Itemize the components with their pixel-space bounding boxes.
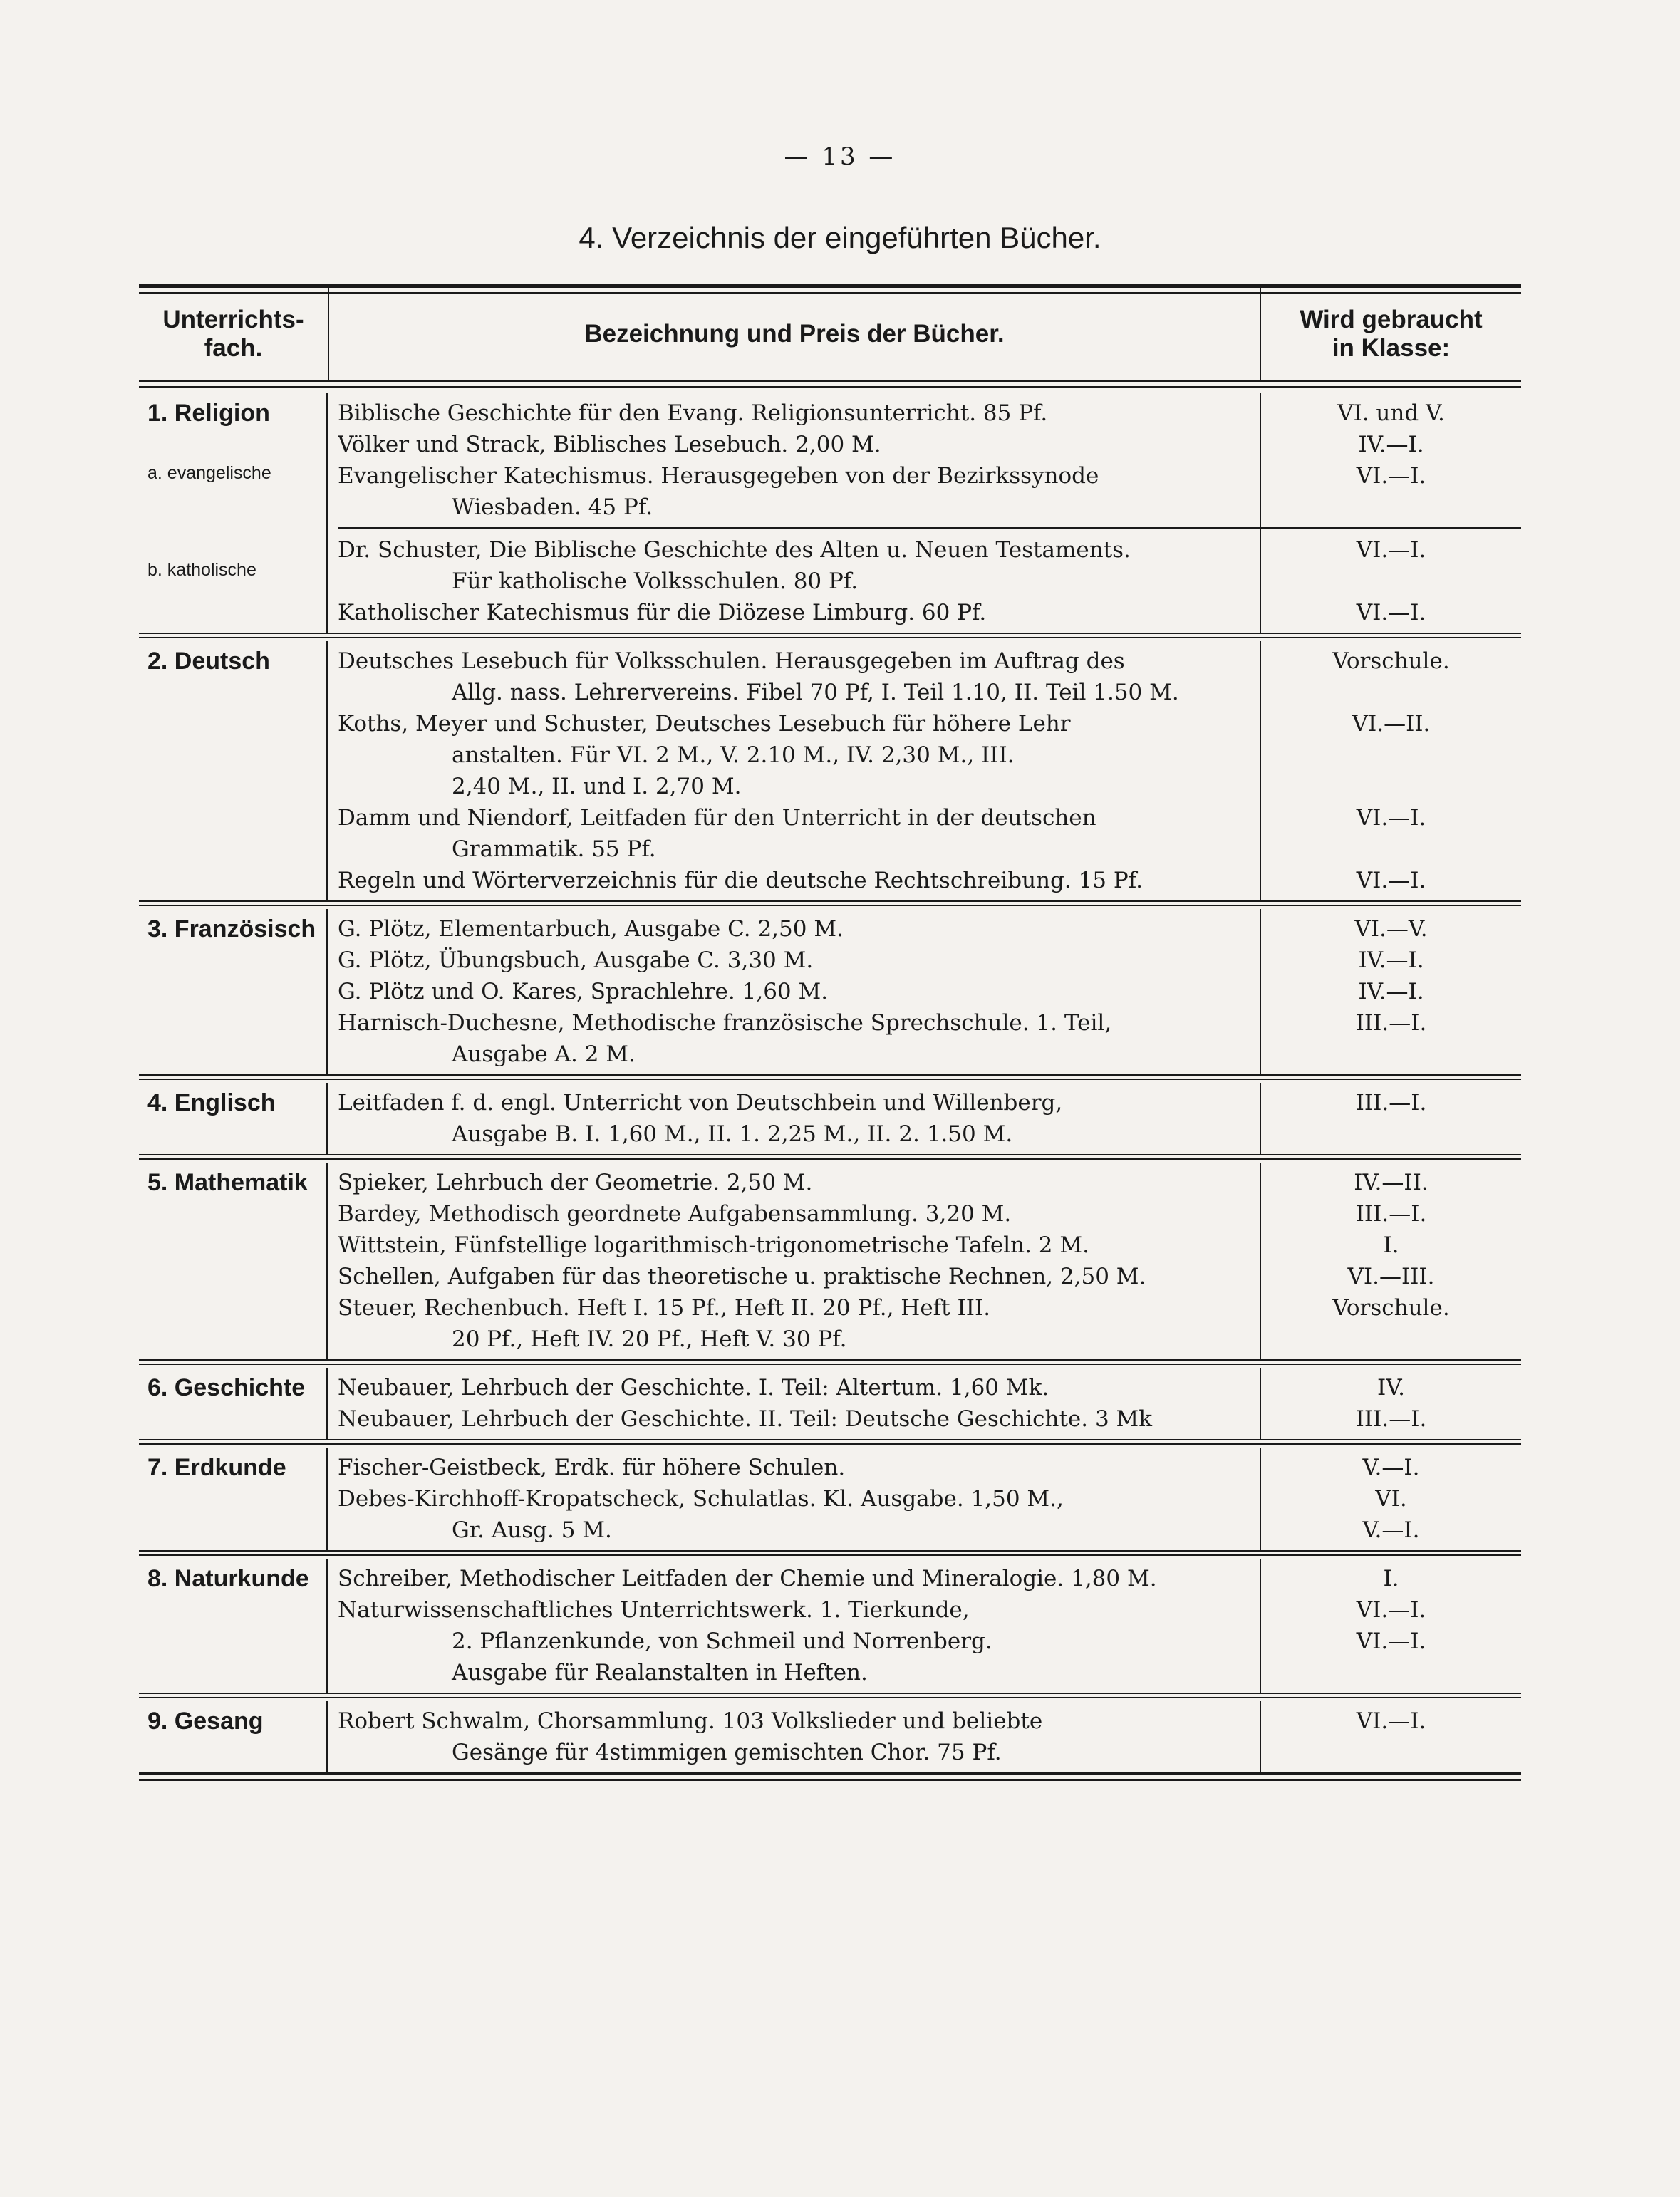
books-cell	[328, 1368, 1261, 1439]
class-value	[1261, 1657, 1521, 1688]
book-line: G. Plötz und O. Kares, Sprachlehre. 1,60 M.	[338, 979, 829, 1004]
page-title: 4. Verzeichnis der eingeführten Bücher.	[579, 221, 1101, 254]
header-class	[1261, 288, 1521, 380]
book-line: Fischer-Geistbeck, Erdk. für höhere Schulen.	[338, 1455, 846, 1480]
class-value	[1261, 771, 1521, 802]
book-line: Wittstein, Fünfstellige logarithmisch-trigonometrische Tafeln. 2 M.	[338, 1232, 1089, 1258]
class-value: III.—I.	[1355, 1010, 1427, 1036]
subject-cell	[139, 393, 328, 633]
class-value: Vorschule.	[1332, 1295, 1450, 1321]
subject-label: 1. Religion	[147, 400, 270, 427]
subject-cell	[139, 1559, 328, 1693]
section-franzoesisch	[139, 909, 1521, 1076]
header-subject-line-2: fach.	[204, 334, 263, 362]
class-cell	[1261, 1368, 1521, 1439]
book-line: Robert Schwalm, Chorsammlung. 103 Volkslieder und beliebte	[338, 1708, 1043, 1734]
subsubject-label: b. katholische	[147, 560, 256, 580]
book-line: Grammatik. 55 Pf.	[452, 836, 656, 862]
books-cell	[328, 1163, 1261, 1359]
class-value	[1261, 739, 1521, 771]
class-value	[1261, 1118, 1521, 1150]
class-value: IV.—II.	[1354, 1170, 1428, 1195]
book-line: Regeln und Wörterverzeichnis für die deutsche Rechtschreibung. 15 Pf.	[338, 868, 1143, 893]
class-value: VI.	[1375, 1486, 1407, 1512]
section-deutsch	[139, 641, 1521, 902]
subsubject-label: a. evangelische	[147, 463, 271, 483]
books-cell	[328, 909, 1261, 1074]
book-line: Gr. Ausg. 5 M.	[452, 1517, 612, 1543]
subject-label: 8. Naturkunde	[147, 1565, 309, 1592]
book-line: Harnisch-Duchesne, Methodische französische Sprechschule. 1. Teil,	[338, 1010, 1112, 1036]
class-cell	[1261, 1163, 1521, 1359]
class-value: VI.—I.	[1356, 805, 1426, 831]
subject-label: 3. Französisch	[147, 915, 316, 942]
class-value	[1261, 1324, 1521, 1355]
book-line: 2,40 M., II. und I. 2,70 M.	[452, 774, 742, 799]
book-line: Allg. nass. Lehrervereins. Fibel 70 Pf, I. Teil 1.10, II. Teil 1.50 M.	[452, 680, 1179, 705]
class-value	[1261, 833, 1521, 865]
book-line: Damm und Niendorf, Leitfaden für den Unterricht in der deutschen	[338, 805, 1096, 831]
header-class-line-2: in Klasse:	[1332, 334, 1451, 362]
section-religion	[139, 393, 1521, 634]
subject-label: 5. Mathematik	[147, 1169, 308, 1196]
subject-cell	[139, 1083, 328, 1154]
subsection-divider	[338, 527, 1260, 628]
subject-label: 2. Deutsch	[147, 648, 270, 675]
class-value: I.	[1383, 1566, 1399, 1591]
book-line: 2. Pflanzenkunde, von Schmeil und Norrenberg.	[452, 1629, 992, 1654]
class-value: VI.—I.	[1356, 600, 1426, 625]
section-mathematik	[139, 1163, 1521, 1361]
subject-cell	[139, 909, 328, 1074]
book-line: G. Plötz, Elementarbuch, Ausgabe C. 2,50 M.	[338, 916, 844, 942]
book-line: anstalten. Für VI. 2 M., V. 2.10 M., IV. 2,30 M., III.	[452, 742, 1015, 768]
book-line: Gesänge für 4stimmigen gemischten Chor. 75 Pf.	[452, 1740, 1002, 1765]
book-line: Schreiber, Methodischer Leitfaden der Chemie und Mineralogie. 1,80 M.	[338, 1566, 1157, 1591]
class-value	[1261, 677, 1521, 708]
book-line: Ausgabe B. I. 1,60 M., II. 1. 2,25 M., II. 2. 1.50 M.	[452, 1121, 1013, 1147]
class-value: I.	[1383, 1232, 1399, 1258]
class-value: Vorschule.	[1332, 648, 1450, 674]
class-value: III.—I.	[1355, 1406, 1427, 1432]
class-value: IV.—I.	[1358, 432, 1424, 457]
class-value: VI.—II.	[1352, 711, 1431, 737]
book-line: Dr. Schuster, Die Biblische Geschichte des Alten u. Neuen Testaments.	[338, 537, 1131, 563]
book-line: Steuer, Rechenbuch. Heft I. 15 Pf., Heft II. 20 Pf., Heft III.	[338, 1295, 991, 1321]
class-value	[1261, 1039, 1521, 1070]
class-value	[1261, 1737, 1521, 1768]
class-value: IV.	[1376, 1375, 1406, 1401]
books-cell	[328, 1448, 1261, 1550]
books-cell	[328, 641, 1261, 900]
book-line: Koths, Meyer und Schuster, Deutsches Lesebuch für höhere Lehr	[338, 711, 1071, 737]
class-value: VI.—I.	[1356, 463, 1426, 489]
subject-cell	[139, 1448, 328, 1550]
header-subject	[139, 288, 328, 380]
book-line: Schellen, Aufgaben für das theoretische u. praktische Rechnen, 2,50 M.	[338, 1264, 1146, 1289]
class-value: VI.—III.	[1347, 1264, 1435, 1289]
book-line: Spieker, Lehrbuch der Geometrie. 2,50 M.	[338, 1170, 813, 1195]
book-line: Bardey, Methodisch geordnete Aufgabensammlung. 3,20 M.	[338, 1201, 1012, 1227]
class-value: IV.—I.	[1358, 979, 1424, 1004]
class-value	[1261, 492, 1521, 523]
books-cell	[328, 1559, 1261, 1693]
book-line: Ausgabe für Realanstalten in Heften.	[452, 1660, 868, 1686]
subject-cell	[139, 1701, 328, 1772]
subject-cell	[139, 641, 328, 900]
section-geschichte	[139, 1368, 1521, 1440]
class-cell	[1261, 641, 1521, 900]
class-value: VI.—I.	[1356, 868, 1426, 893]
book-line: Biblische Geschichte für den Evang. Religionsunterricht. 85 Pf.	[338, 400, 1048, 426]
book-line: Debes-Kirchhoff-Kropatscheck, Schulatlas. Kl. Ausgabe. 1,50 M.,	[338, 1486, 1064, 1512]
table-header	[139, 288, 1521, 382]
class-value: VI. und V.	[1337, 400, 1445, 426]
class-value: VI.—V.	[1354, 916, 1428, 942]
section-naturkunde	[139, 1559, 1521, 1694]
subsection-divider	[1261, 527, 1521, 628]
header-class-line-1: Wird gebraucht	[1300, 306, 1483, 333]
book-line: Neubauer, Lehrbuch der Geschichte. II. Teil: Deutsche Geschichte. 3 Mk	[338, 1406, 1153, 1432]
book-line: Deutsches Lesebuch für Volksschulen. Herausgegeben im Auftrag des	[338, 648, 1125, 674]
class-value: III.—I.	[1355, 1201, 1427, 1227]
header-subject-line-1: Unterrichts-	[162, 306, 304, 333]
class-cell	[1261, 909, 1521, 1074]
class-value: VI.—I.	[1356, 1708, 1426, 1734]
class-value: VI.—I.	[1356, 537, 1426, 563]
page-number: — 13 —	[784, 142, 896, 171]
book-line: Ausgabe A. 2 M.	[452, 1042, 636, 1067]
class-cell	[1261, 1083, 1521, 1154]
class-cell	[1261, 393, 1521, 633]
class-value: IV.—I.	[1358, 947, 1424, 973]
book-line: Katholischer Katechismus für die Diözese Limburg. 60 Pf.	[338, 600, 987, 625]
section-englisch	[139, 1083, 1521, 1155]
class-value: V.—I.	[1362, 1455, 1420, 1480]
book-line: Evangelischer Katechismus. Herausgegeben von der Bezirkssynode	[338, 463, 1099, 489]
subject-cell	[139, 1163, 328, 1359]
book-table	[139, 284, 1521, 1775]
book-line: Völker und Strack, Biblisches Lesebuch. 2,00 M.	[338, 432, 881, 457]
class-value: III.—I.	[1355, 1090, 1427, 1116]
class-value: VI.—I.	[1356, 1597, 1426, 1623]
subject-label: 7. Erdkunde	[147, 1454, 286, 1481]
class-cell	[1261, 1701, 1521, 1772]
header-books-label: Bezeichnung und Preis der Bücher.	[584, 320, 1005, 348]
class-value	[1261, 566, 1521, 597]
book-line: Wiesbaden. 45 Pf.	[452, 494, 653, 520]
class-value: VI.—I.	[1356, 1629, 1426, 1654]
subject-label: 9. Gesang	[147, 1708, 264, 1735]
book-line: Neubauer, Lehrbuch der Geschichte. I. Teil: Altertum. 1,60 Mk.	[338, 1375, 1049, 1401]
subject-cell	[139, 1368, 328, 1439]
book-line: Leitfaden f. d. engl. Unterricht von Deutschbein und Willenberg,	[338, 1090, 1063, 1116]
books-cell	[328, 1083, 1261, 1154]
header-books	[328, 288, 1261, 380]
section-gesang	[139, 1701, 1521, 1775]
book-line: 20 Pf., Heft IV. 20 Pf., Heft V. 30 Pf.	[452, 1326, 847, 1352]
books-cell	[328, 393, 1261, 633]
class-value: V.—I.	[1362, 1517, 1420, 1543]
section-erdkunde	[139, 1448, 1521, 1552]
class-cell	[1261, 1448, 1521, 1550]
subject-label: 4. Englisch	[147, 1089, 276, 1116]
book-line: Für katholische Volksschulen. 80 Pf.	[452, 568, 859, 594]
subject-label: 6. Geschichte	[147, 1374, 306, 1401]
class-cell	[1261, 1559, 1521, 1693]
books-cell	[328, 1701, 1261, 1772]
book-line: G. Plötz, Übungsbuch, Ausgabe C. 3,30 M.	[338, 947, 814, 973]
book-line: Naturwissenschaftliches Unterrichtswerk. 1. Tierkunde,	[338, 1597, 970, 1623]
